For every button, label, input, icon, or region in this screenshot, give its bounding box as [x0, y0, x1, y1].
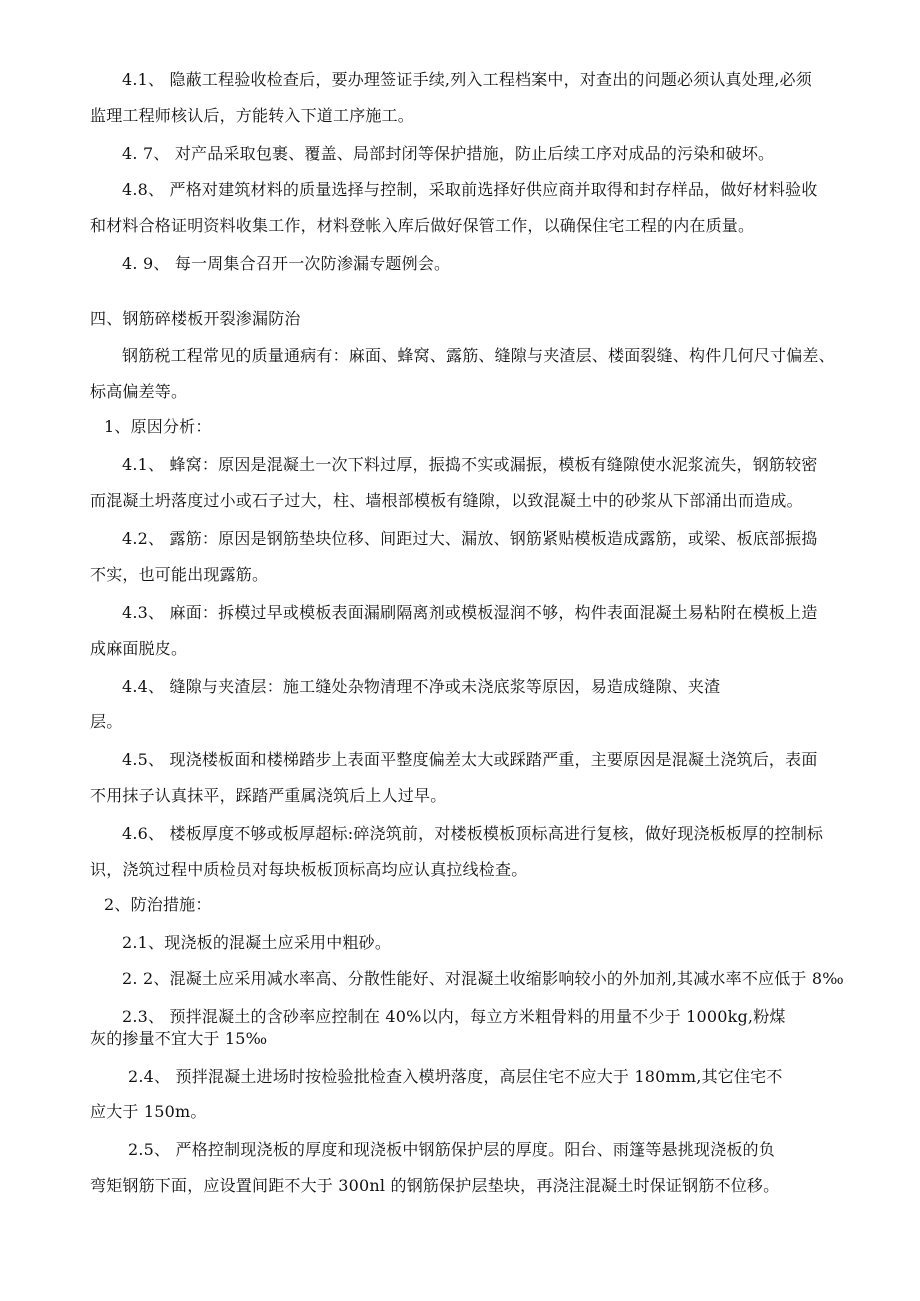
- text-line: 成麻面脱皮。: [90, 639, 188, 658]
- text-line: 识，浇筑过程中质检员对每块板板顶标高均应认真拉线检查。: [90, 860, 528, 879]
- text-line: 2. 2、混凝土应采用减水率高、分散性能好、对混凝土收缩影响较小的外加剂,其减水率不应低于 8‰: [122, 969, 844, 988]
- text-line: 2.1、现浇板的混凝土应采用中粗砂。: [122, 933, 392, 952]
- text-line: 4.4、 缝隙与夹渣层：施工缝处杂物清理不净或未浇底浆等原因，易造成缝隙、夹渣: [122, 677, 721, 696]
- text-line: 灰的掺量不宜大于 15‰: [90, 1029, 268, 1048]
- text-line: 4.1、 隐蔽工程验收检查后，要办理签证手续,列入工程档案中，对查出的问题必须认真处理,必须: [122, 70, 812, 89]
- text-line: 4. 7、 对产品采取包裹、覆盖、局部封闭等保护措施，防止后续工序对成品的污染和破坏。: [122, 144, 775, 163]
- text-line: 4.3、 麻面：拆模过早或模板表面漏刷隔离剂或模板湿润不够，构件表面混凝土易粘附在模板上造: [122, 603, 818, 622]
- section-heading: 四、钢筋碎楼板开裂渗漏防治: [90, 309, 301, 328]
- text-line: 不用抹子认真抹平，踩踏严重属浇筑后上人过早。: [90, 786, 447, 805]
- text-line: 2.5、 严格控制现浇板的厚度和现浇板中钢筋保护层的厚度。阳台、雨篷等悬挑现浇板的负: [128, 1140, 775, 1159]
- subsection-heading: 2、防治措施：: [104, 895, 212, 914]
- text-line: 4.5、 现浇楼板面和楼梯踏步上表面平整度偏差太大或踩踏严重，主要原因是混凝土浇筑后，表面: [122, 750, 818, 769]
- subsection-heading: 1、原因分析：: [104, 417, 212, 436]
- text-line: 4.2、 露筋：原因是钢筋垫块位移、间距过大、漏放、钢筋紧贴模板造成露筋，或梁、板底部振捣: [122, 529, 818, 548]
- text-line: 2.4、 预拌混凝土进场时按检验批检查入模坍落度，高层住宅不应大于 180mm,其它住宅不: [128, 1067, 783, 1086]
- text-line: 4.8、 严格对建筑材料的质量选择与控制，采取前选择好供应商并取得和封存样品，做好材料验收: [122, 180, 818, 199]
- text-line: 监理工程师核认后，方能转入下道工序施工。: [90, 106, 415, 125]
- text-line: 钢筋税工程常见的质量通病有：麻面、蜂窝、露筋、缝隙与夹渣层、楼面裂缝、构件几何尺寸偏差、: [122, 346, 835, 365]
- text-line: 4. 9、 每一周集合召开一次防渗漏专题例会。: [122, 254, 451, 273]
- text-line: 4.6、 楼板厚度不够或板厚超标:碎浇筑前，对楼板模板顶标高进行复核，做好现浇板板厚的控制标: [122, 824, 824, 843]
- text-line: 弯矩钢筋下面，应设置间距不大于 300nl 的钢筋保护层垫块，再浇注混凝土时保证钢筋不位移。: [90, 1176, 780, 1195]
- text-line: 4.1、 蜂窝：原因是混凝土一次下料过厚，振捣不实或漏振，模板有缝隙使水泥浆流失，钢筋较密: [122, 455, 818, 474]
- text-line: 而混凝土坍落度过小或石子过大，柱、墙根部模板有缝隙，以致混凝土中的砂浆从下部涌出而造成。: [90, 491, 803, 510]
- text-line: 层。: [90, 712, 123, 731]
- text-line: 不实，也可能出现露筋。: [90, 565, 269, 584]
- text-line: 标高偏差等。: [90, 382, 188, 401]
- text-line: 和材料合格证明资料收集工作，材料登帐入库后做好保管工作，以确保住宅工程的内在质量。: [90, 216, 755, 235]
- text-line: 应大于 150m。: [90, 1102, 207, 1121]
- text-line: 2.3、 预拌混凝土的含砂率应控制在 40%以内，每立方米粗骨料的用量不少于 1000kg,粉煤: [122, 1007, 786, 1026]
